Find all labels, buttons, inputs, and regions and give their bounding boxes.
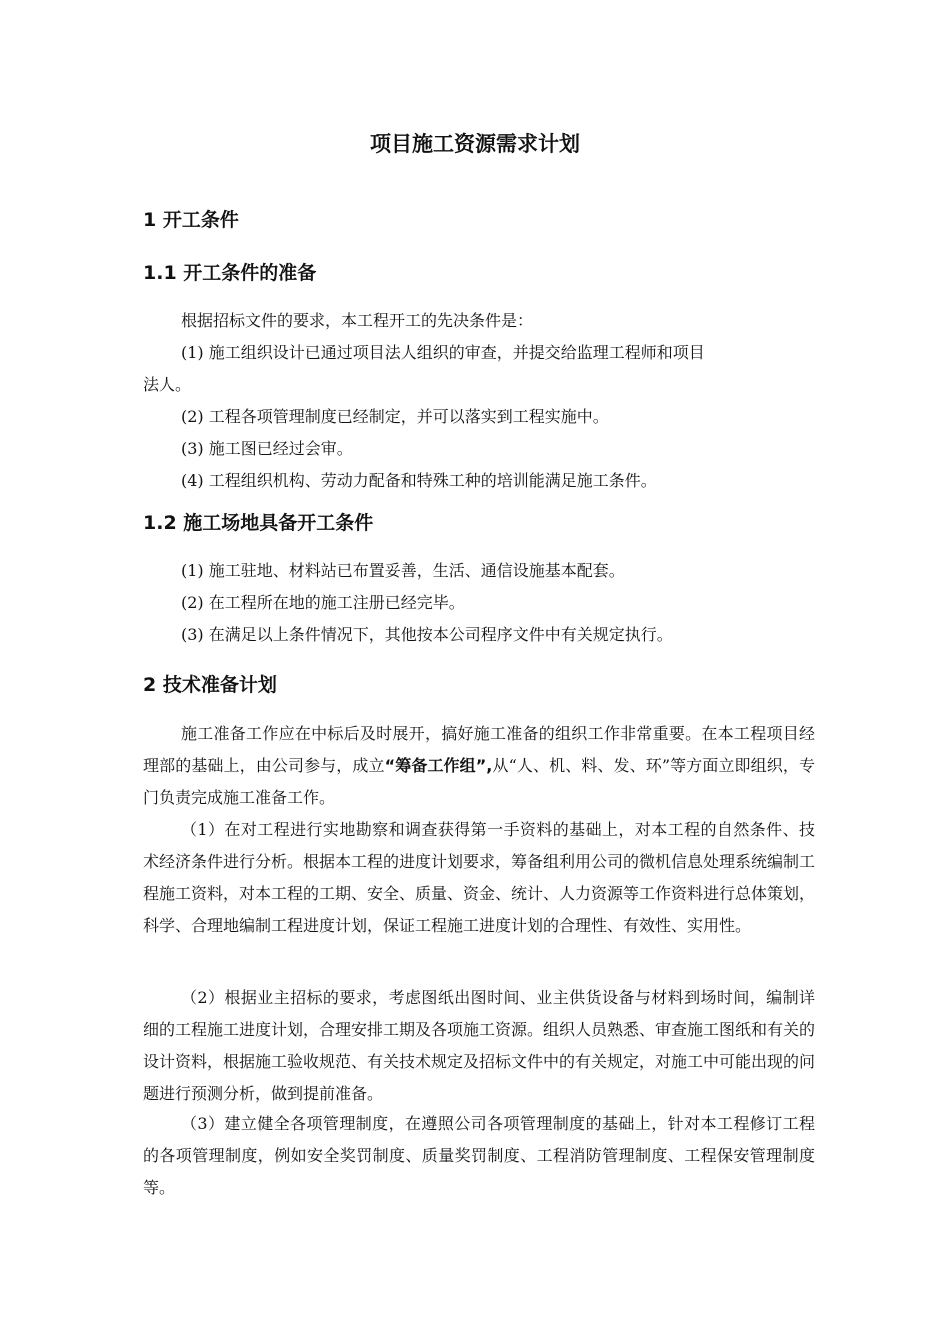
paragraph-3: （3）建立健全各项管理制度，在遵照公司各项管理制度的基础上，针对本工程修订工程的各项管理制度，例如安全奖罚制度、质量奖罚制度、工程消防管理制度、工程保安管理制度等。 [143, 1114, 815, 1197]
document-title: 项目施工资源需求计划 [370, 132, 580, 156]
intro-text-a: 施工准备工作应在中标后及时展开，搞好施工准备的组织工作非常重要。在本工程项目经理部的基础上，由公司参与，成立 [143, 724, 815, 775]
condition-item-1: (1) 施工组织设计已通过项目法人组织的审查，并提交给监理工程师和项目 [181, 343, 705, 362]
section-1-1-intro: 根据招标文件的要求，本工程开工的先决条件是： [181, 311, 534, 330]
section-2-intro-paragraph [143, 718, 815, 814]
section-1-1-heading: 1.1 开工条件的准备 [143, 262, 317, 284]
condition-item-1-cont: 法人。 [143, 375, 192, 394]
site-item-1: (1) 施工驻地、材料站已布置妥善，生活、通信设施基本配套。 [181, 561, 625, 580]
site-item-3: (3) 在满足以上条件情况下，其他按本公司程序文件中有关规定执行。 [181, 625, 673, 644]
paragraph-1: （1）在对工程进行实地勘察和调查获得第一手资料的基础上，对本工程的自然条件、技术经济条件进行分析。根据本工程的进度计划要求，筹备组利用公司的微机信息处理系统编制工程施工资料，对本工程的工期、安全、质量、资金、统计、人力资源等工作资料进行总体策划，科学、合理地编制工程进度计划，保证工程施工进度计划的合理性、有效性、实用性。 [143, 820, 816, 935]
intro-text-b: 从“人、机、料、发、环”等方面立即组织，专门负责完成施工准备工作。 [143, 756, 815, 807]
condition-item-4: (4) 工程组织机构、劳动力配备和特殊工种的培训能满足施工条件。 [181, 471, 657, 490]
intro-bold-text: “筹备工作组”, [384, 756, 493, 775]
condition-item-3: (3) 施工图已经过会审。 [181, 439, 353, 458]
condition-item-2: (2) 工程各项管理制度已经制定，并可以落实到工程实施中。 [181, 407, 609, 426]
section-1-2-heading: 1.2 施工场地具备开工条件 [143, 512, 374, 534]
section-1-heading: 1 开工条件 [143, 209, 239, 231]
section-2-heading: 2 技术准备计划 [143, 674, 277, 696]
site-item-2: (2) 在工程所在地的施工注册已经完毕。 [181, 593, 465, 612]
paragraph-2: （2）根据业主招标的要求，考虑图纸出图时间、业主供货设备与材料到场时间，编制详细的工程施工进度计划，合理安排工期及各项施工资源。组织人员熟悉、审查施工图纸和有关的设计资料，根据施工验收规范、有关技术规定及招标文件中的有关规定，对施工中可能出现的问题进行预测分析，做到提前准备。 [143, 988, 816, 1103]
